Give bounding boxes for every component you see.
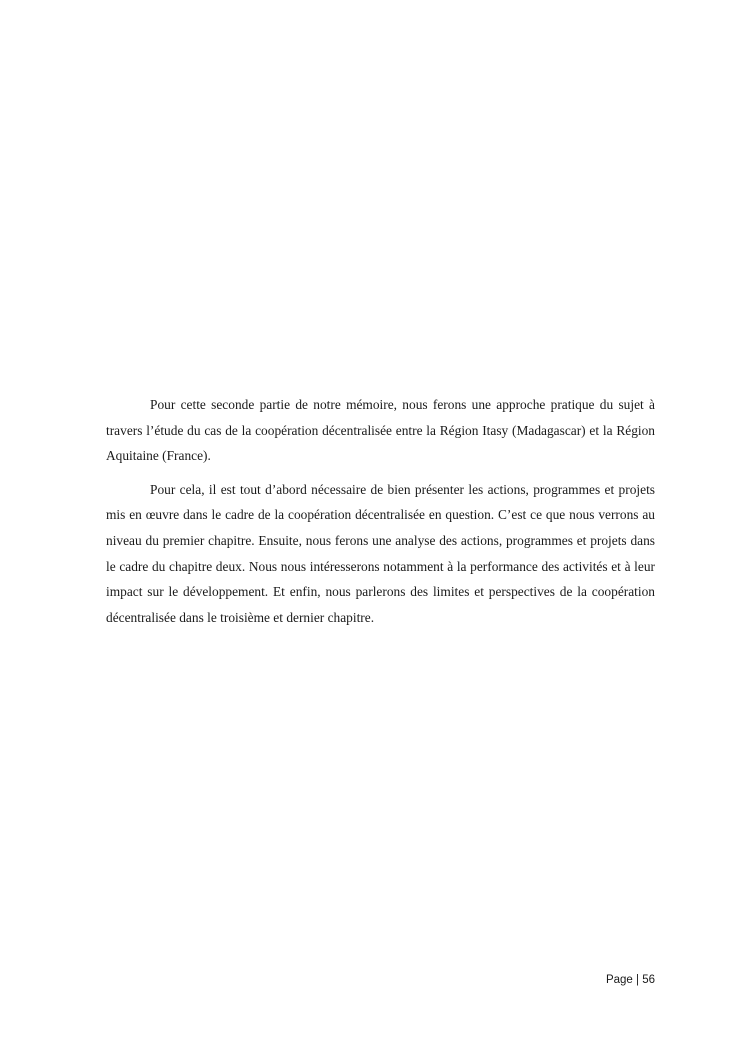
paragraph-outline: Pour cela, il est tout d’abord nécessaire de bien présenter les actions, programmes et projets mis en œuvre dans le cadre de la coopération décentralisée en question. C’est ce que nous verrons au niveau du premier chapitre. Ensuite, nous ferons une analyse des actions, programmes et projets dans le cadre du chapitre deux. Nous nous intéresserons notamment à la performance des activités et à leur impact sur le développement. Et enfin, nous parlerons des limites et perspectives de la coopération décentralisée dans le troisième et dernier chapitre. xyxy=(106,481,655,625)
page-number: Page | 56 xyxy=(605,974,655,986)
paragraph-intro: Pour cette seconde partie de notre mémoire, nous ferons une approche pratique du sujet à travers l’étude du cas de la coopération décentralisée entre la Région Itasy (Madagascar) et la Région Aquitaine (France). xyxy=(106,397,655,464)
body-text xyxy=(106,392,655,638)
